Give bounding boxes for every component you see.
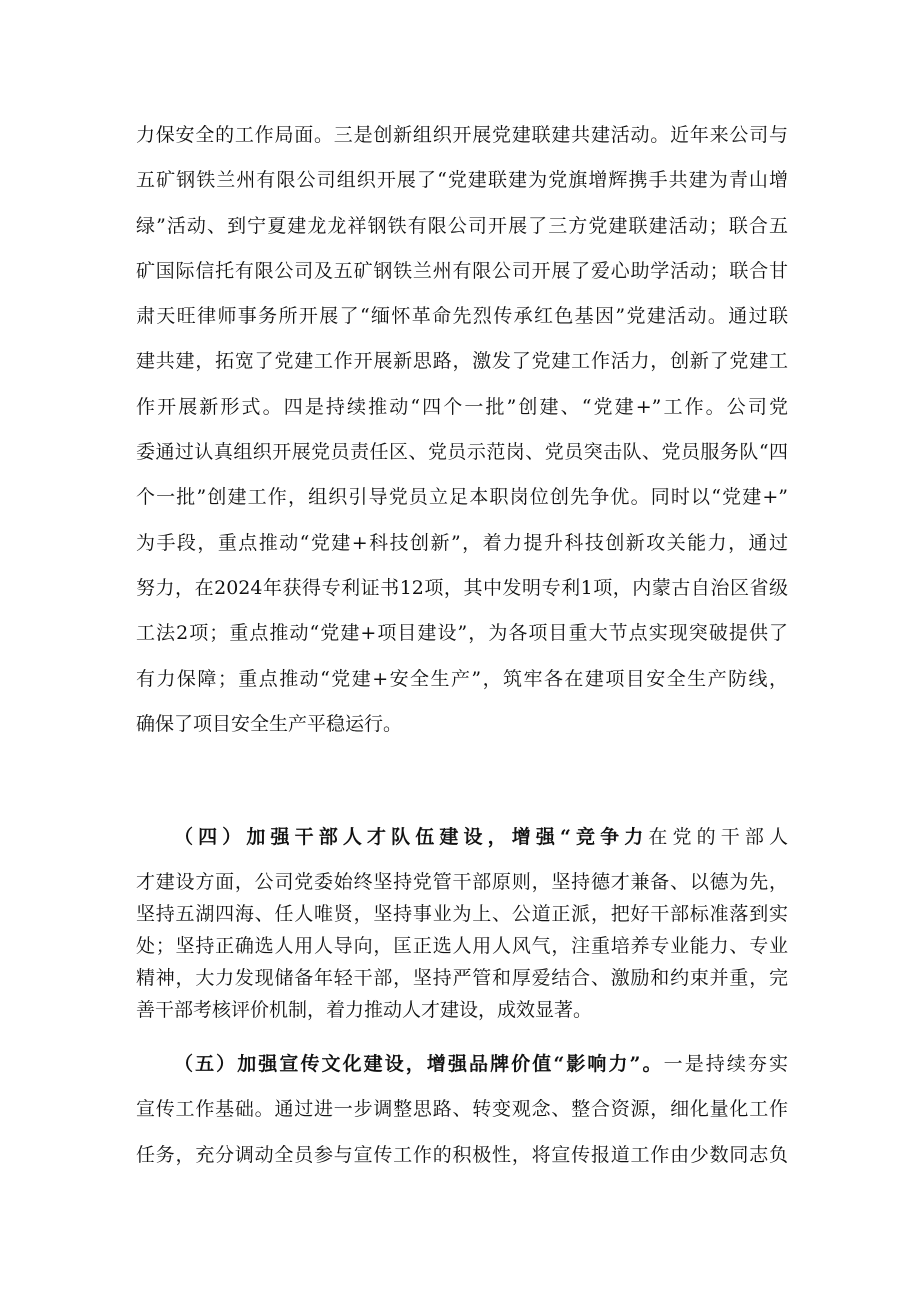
section-heading-bold: （四）加强干部人才队伍建设，增强“竞争力 [174,826,649,848]
section-heading-bold: （五）加强宣传文化建设，增强品牌价值“影响力”。 [174,1053,664,1075]
section-5 [136,1042,788,1178]
text-line: 精神，大力发现储备年轻干部，坚持严管和厚爱结合、激励和约束并重，完 [136,967,788,989]
text-line: 矿国际信托有限公司及五矿钢铁兰州有限公司开展了爱心助学活动；联合甘 [136,259,788,282]
section-heading-line [136,818,788,856]
text-line: 委通过认真组织开展党员责任区、党员示范岗、党员突击队、党员服务队“四 [136,441,788,464]
text-line: 工法2项；重点推动“党建+项目建设”，为各项目重大节点实现突破提供了 [136,622,788,645]
text-line: 建共建，拓宽了党建工作开展新思路，激发了党建工作活力，创新了党建工 [136,350,788,373]
text-line: 任务，充分调动全员参与宣传工作的积极性，将宣传报道工作由少数同志负 [136,1143,788,1166]
text-line: 为手段，重点推动“党建+科技创新”，着力提升科技创新攻关能力，通过 [136,531,788,554]
section-heading-rest: 在党的干部人 [648,826,788,848]
text-line: 才建设方面，公司党委始终坚持党管干部原则，坚持德才兼备、以德为先， [136,871,788,893]
section-heading-rest: 一是持续夯实 [663,1053,788,1075]
paragraph-party-building [136,113,788,747]
text-line: 个一批”创建工作，组织引导党员立足本职岗位创先争优。同时以“党建+” [136,486,788,509]
text-line: 力保安全的工作局面。三是创新组织开展党建联建共建活动。近年来公司与 [136,124,788,146]
text-line: 五矿钢铁兰州有限公司组织开展了“党建联建为党旗增辉携手共建为青山增 [136,169,788,192]
text-line: 确保了项目安全生产平稳运行。 [136,712,403,735]
section-4-body [136,866,788,1026]
text-line: 绿”活动、到宁夏建龙龙祥钢铁有限公司开展了三方党建联建活动；联合五 [136,214,788,237]
text-line: 有力保障；重点推动“党建+安全生产”，筑牢各在建项目安全生产防线， [136,667,788,690]
text-line: 宣传工作基础。通过进一步调整思路、转变观念、整合资源，细化量化工作 [136,1098,788,1121]
text-line: 作开展新形式。四是持续推动“四个一批”创建、“党建+”工作。公司党 [136,395,788,418]
text-line: 肃天旺律师事务所开展了“缅怀革命先烈传承红色基因”党建活动。通过联 [136,305,788,328]
text-line: 处；坚持正确选人用人导向，匡正选人用人风气，注重培养专业能力、专业 [136,935,788,957]
text-line: 坚持五湖四海、任人唯贤，坚持事业为上、公道正派，把好干部标准落到实 [136,903,788,925]
section-heading-line [136,1042,788,1087]
text-line: 努力，在2024年获得专利证书12项，其中发明专利1项，内蒙古自治区省级 [136,576,788,599]
text-line: 善干部考核评价机制，着力推动人才建设，成效显著。 [136,999,593,1021]
section-4-heading [136,818,788,856]
